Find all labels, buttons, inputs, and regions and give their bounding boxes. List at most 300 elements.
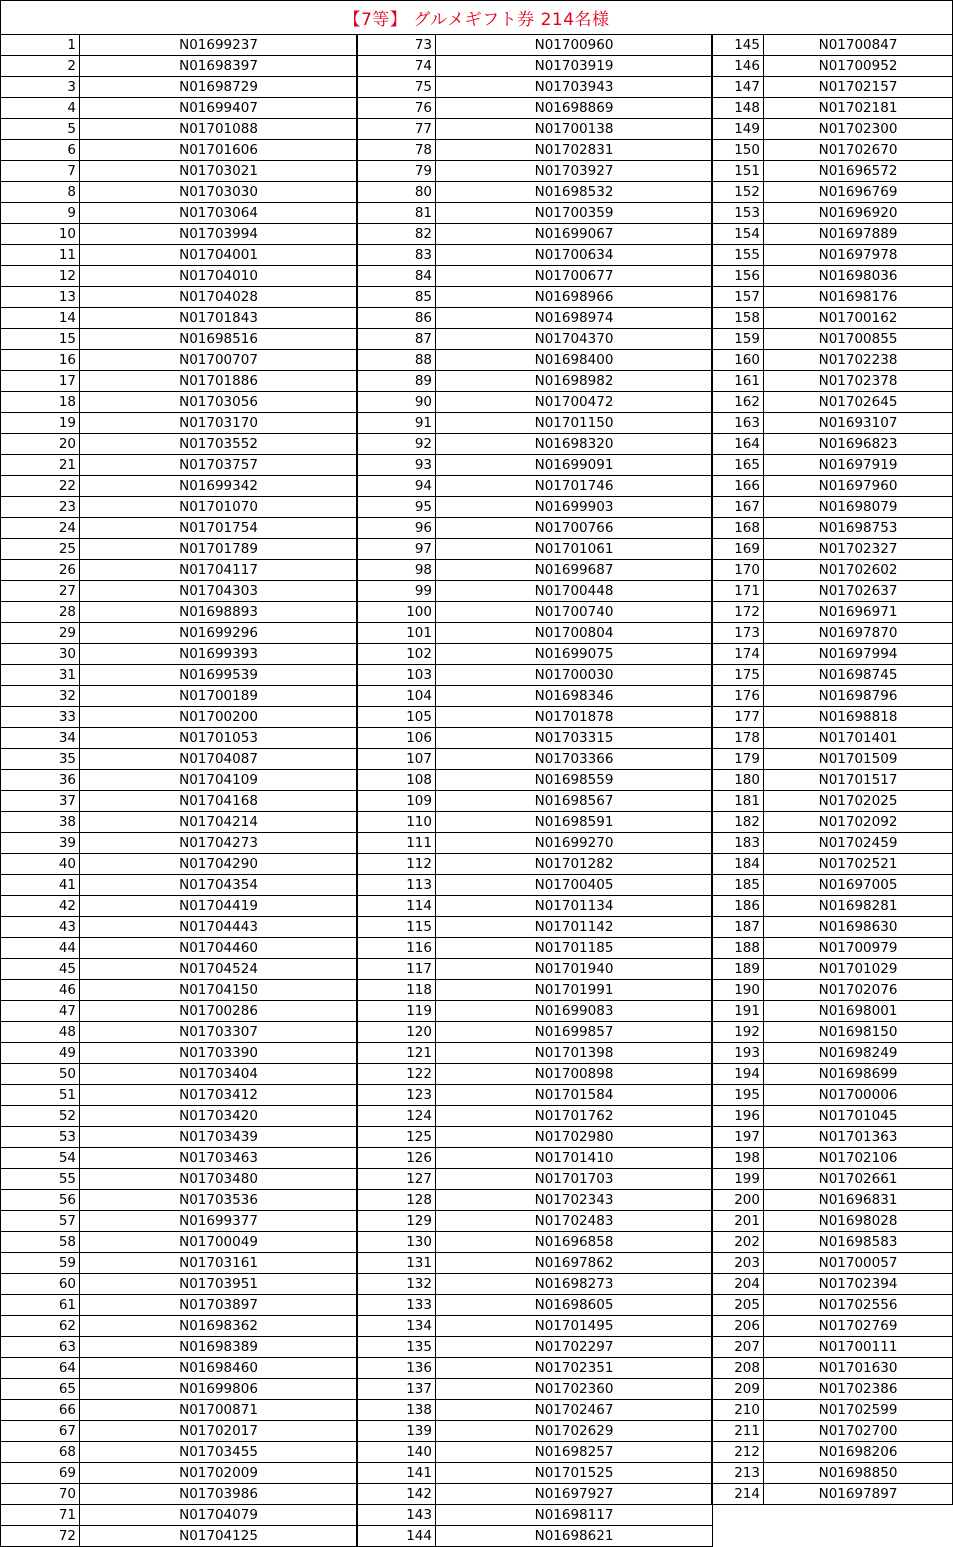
entry-number: 58 xyxy=(1,1232,80,1253)
winner-code: N01700960 xyxy=(436,35,713,56)
winner-code: N01699270 xyxy=(436,833,713,854)
entry-number: 27 xyxy=(1,581,80,602)
winner-code: N01701754 xyxy=(80,518,358,539)
winner-code: N01697897 xyxy=(764,1484,953,1505)
winner-code: N01702386 xyxy=(764,1379,953,1400)
entry-number: 83 xyxy=(357,245,436,266)
winner-code: N01701886 xyxy=(80,371,358,392)
winner-code: N01704117 xyxy=(80,560,358,581)
entry-number: 159 xyxy=(712,329,764,350)
entry-number: 29 xyxy=(1,623,80,644)
winner-code: N01699407 xyxy=(80,98,358,119)
table-row xyxy=(712,1421,953,1442)
entry-number: 79 xyxy=(357,161,436,182)
entry-number: 163 xyxy=(712,413,764,434)
table-row xyxy=(357,1316,713,1337)
winner-code: N01703404 xyxy=(80,1064,358,1085)
winner-code: N01701150 xyxy=(436,413,713,434)
entry-number: 178 xyxy=(712,728,764,749)
winner-code: N01703919 xyxy=(436,56,713,77)
entry-number: 30 xyxy=(1,644,80,665)
table-row xyxy=(712,644,953,665)
winner-code: N01699296 xyxy=(80,623,358,644)
winner-code: N01699857 xyxy=(436,1022,713,1043)
winner-code: N01701606 xyxy=(80,140,358,161)
winner-code: N01701878 xyxy=(436,707,713,728)
table-row xyxy=(712,56,953,77)
winner-code: N01697960 xyxy=(764,476,953,497)
table-row xyxy=(712,770,953,791)
winner-code: N01700855 xyxy=(764,329,953,350)
entry-number: 113 xyxy=(357,875,436,896)
winner-code: N01699539 xyxy=(80,665,358,686)
winner-code: N01700162 xyxy=(764,308,953,329)
table-row xyxy=(712,98,953,119)
table-row xyxy=(357,119,713,140)
table-row xyxy=(357,476,713,497)
entry-number: 198 xyxy=(712,1148,764,1169)
entry-number: 167 xyxy=(712,497,764,518)
table-row xyxy=(712,182,953,203)
winner-code: N01698532 xyxy=(436,182,713,203)
table-row xyxy=(357,1190,713,1211)
winner-code: N01703757 xyxy=(80,455,358,476)
entry-number: 156 xyxy=(712,266,764,287)
winner-code: N01700189 xyxy=(80,686,358,707)
entry-number: 195 xyxy=(712,1085,764,1106)
winner-code: N01699806 xyxy=(80,1379,358,1400)
table-row xyxy=(1,329,358,350)
table-row xyxy=(357,875,713,896)
entry-number: 109 xyxy=(357,791,436,812)
entry-number: 152 xyxy=(712,182,764,203)
table-row xyxy=(1,1274,358,1295)
winner-code: N01701843 xyxy=(80,308,358,329)
entry-number: 20 xyxy=(1,434,80,455)
winner-table-column-1 xyxy=(0,34,358,1547)
winner-code: N01700472 xyxy=(436,392,713,413)
table-row xyxy=(1,308,358,329)
entry-number: 53 xyxy=(1,1127,80,1148)
entry-number: 114 xyxy=(357,896,436,917)
winner-code: N01703307 xyxy=(80,1022,358,1043)
entry-number: 102 xyxy=(357,644,436,665)
entry-number: 15 xyxy=(1,329,80,350)
winner-code: N01701584 xyxy=(436,1085,713,1106)
table-row xyxy=(357,1253,713,1274)
entry-number: 181 xyxy=(712,791,764,812)
winner-code: N01700448 xyxy=(436,581,713,602)
entry-number: 105 xyxy=(357,707,436,728)
table-row xyxy=(1,350,358,371)
winner-code: N01704001 xyxy=(80,245,358,266)
table-row xyxy=(712,266,953,287)
winner-code: N01702181 xyxy=(764,98,953,119)
winner-code: N01702483 xyxy=(436,1211,713,1232)
entry-number: 21 xyxy=(1,455,80,476)
entry-number: 170 xyxy=(712,560,764,581)
table-row xyxy=(357,308,713,329)
entry-number: 161 xyxy=(712,371,764,392)
entry-number: 57 xyxy=(1,1211,80,1232)
entry-number: 36 xyxy=(1,770,80,791)
table-row xyxy=(712,854,953,875)
winner-code: N01700634 xyxy=(436,245,713,266)
entry-number: 39 xyxy=(1,833,80,854)
entry-number: 173 xyxy=(712,623,764,644)
table-row xyxy=(1,707,358,728)
entry-number: 130 xyxy=(357,1232,436,1253)
table-row xyxy=(1,1400,358,1421)
table-row xyxy=(1,665,358,686)
entry-number: 136 xyxy=(357,1358,436,1379)
entry-number: 40 xyxy=(1,854,80,875)
table-row xyxy=(357,581,713,602)
winner-code: N01698818 xyxy=(764,707,953,728)
entry-number: 51 xyxy=(1,1085,80,1106)
entry-number: 22 xyxy=(1,476,80,497)
table-row xyxy=(712,833,953,854)
entry-number: 119 xyxy=(357,1001,436,1022)
table-row xyxy=(712,1442,953,1463)
table-row xyxy=(1,770,358,791)
entry-number: 25 xyxy=(1,539,80,560)
entry-number: 93 xyxy=(357,455,436,476)
table-row xyxy=(357,1295,713,1316)
table-row xyxy=(712,581,953,602)
entry-number: 197 xyxy=(712,1127,764,1148)
entry-number: 10 xyxy=(1,224,80,245)
winner-code: N01703021 xyxy=(80,161,358,182)
winner-code: N01698362 xyxy=(80,1316,358,1337)
entry-number: 191 xyxy=(712,1001,764,1022)
table-row xyxy=(712,413,953,434)
entry-number: 44 xyxy=(1,938,80,959)
winner-code: N01698850 xyxy=(764,1463,953,1484)
table-row xyxy=(357,560,713,581)
winner-code: N01703536 xyxy=(80,1190,358,1211)
winner-code: N01698567 xyxy=(436,791,713,812)
table-row xyxy=(1,980,358,1001)
table-row xyxy=(712,1379,953,1400)
winner-code: N01703161 xyxy=(80,1253,358,1274)
winner-code: N01698974 xyxy=(436,308,713,329)
table-row xyxy=(357,959,713,980)
winner-code: N01702360 xyxy=(436,1379,713,1400)
entry-number: 148 xyxy=(712,98,764,119)
table-row xyxy=(357,1064,713,1085)
table-row xyxy=(712,455,953,476)
entry-number: 118 xyxy=(357,980,436,1001)
entry-number: 101 xyxy=(357,623,436,644)
entry-number: 162 xyxy=(712,392,764,413)
winner-code: N01702378 xyxy=(764,371,953,392)
entry-number: 37 xyxy=(1,791,80,812)
entry-number: 205 xyxy=(712,1295,764,1316)
table-row xyxy=(1,1232,358,1253)
winner-code: N01699903 xyxy=(436,497,713,518)
table-row xyxy=(712,539,953,560)
winner-code: N01698699 xyxy=(764,1064,953,1085)
winner-code: N01702602 xyxy=(764,560,953,581)
winner-code: N01698150 xyxy=(764,1022,953,1043)
entry-number: 190 xyxy=(712,980,764,1001)
entry-number: 192 xyxy=(712,1022,764,1043)
table-row xyxy=(712,938,953,959)
table-row xyxy=(1,1190,358,1211)
table-row xyxy=(712,434,953,455)
entry-number: 149 xyxy=(712,119,764,140)
winner-code: N01703420 xyxy=(80,1106,358,1127)
entry-number: 97 xyxy=(357,539,436,560)
winner-code: N01704028 xyxy=(80,287,358,308)
entry-number: 62 xyxy=(1,1316,80,1337)
winner-code: N01703986 xyxy=(80,1484,358,1505)
table-row xyxy=(357,1463,713,1484)
entry-number: 185 xyxy=(712,875,764,896)
winner-code: N01703170 xyxy=(80,413,358,434)
table-row xyxy=(1,497,358,518)
table-row xyxy=(357,77,713,98)
table-row xyxy=(357,203,713,224)
table-row xyxy=(712,1211,953,1232)
entry-number: 122 xyxy=(357,1064,436,1085)
winner-code: N01700405 xyxy=(436,875,713,896)
table-row xyxy=(712,1316,953,1337)
entry-number: 169 xyxy=(712,539,764,560)
winner-code: N01701630 xyxy=(764,1358,953,1379)
table-row xyxy=(357,1526,713,1547)
entry-number: 184 xyxy=(712,854,764,875)
table-row xyxy=(712,203,953,224)
entry-number: 143 xyxy=(357,1505,436,1526)
winner-code: N01701070 xyxy=(80,497,358,518)
winner-code: N01698559 xyxy=(436,770,713,791)
winner-code: N01700677 xyxy=(436,266,713,287)
entry-number: 151 xyxy=(712,161,764,182)
entry-number: 6 xyxy=(1,140,80,161)
entry-number: 153 xyxy=(712,203,764,224)
winner-code: N01702157 xyxy=(764,77,953,98)
table-row xyxy=(1,1337,358,1358)
entry-number: 50 xyxy=(1,1064,80,1085)
entry-number: 55 xyxy=(1,1169,80,1190)
entry-number: 133 xyxy=(357,1295,436,1316)
winner-code: N01704214 xyxy=(80,812,358,833)
entry-number: 13 xyxy=(1,287,80,308)
table-row xyxy=(1,413,358,434)
winner-code: N01704303 xyxy=(80,581,358,602)
table-row xyxy=(712,1337,953,1358)
winner-code: N01697862 xyxy=(436,1253,713,1274)
entry-number: 193 xyxy=(712,1043,764,1064)
entry-number: 78 xyxy=(357,140,436,161)
entry-number: 112 xyxy=(357,854,436,875)
winner-code: N01699091 xyxy=(436,455,713,476)
entry-number: 106 xyxy=(357,728,436,749)
entry-number: 14 xyxy=(1,308,80,329)
winner-code: N01697889 xyxy=(764,224,953,245)
table-row xyxy=(357,497,713,518)
table-row xyxy=(357,182,713,203)
table-row xyxy=(1,938,358,959)
winner-code: N01698346 xyxy=(436,686,713,707)
table-row xyxy=(1,1358,358,1379)
winner-code: N01702343 xyxy=(436,1190,713,1211)
table-row xyxy=(1,728,358,749)
entry-number: 33 xyxy=(1,707,80,728)
winner-code: N01700359 xyxy=(436,203,713,224)
winner-code: N01697919 xyxy=(764,455,953,476)
entry-number: 85 xyxy=(357,287,436,308)
table-row xyxy=(712,119,953,140)
winner-code: N01698583 xyxy=(764,1232,953,1253)
table-row xyxy=(712,1463,953,1484)
table-row xyxy=(357,1211,713,1232)
table-row xyxy=(357,833,713,854)
winner-table-column-3 xyxy=(711,34,953,1505)
winner-code: N01698630 xyxy=(764,917,953,938)
entry-number: 121 xyxy=(357,1043,436,1064)
winner-code: N01704087 xyxy=(80,749,358,770)
table-row xyxy=(357,35,713,56)
table-row xyxy=(712,1400,953,1421)
entry-number: 138 xyxy=(357,1400,436,1421)
table-row xyxy=(357,1274,713,1295)
entry-number: 142 xyxy=(357,1484,436,1505)
winner-code: N01700766 xyxy=(436,518,713,539)
entry-number: 182 xyxy=(712,812,764,833)
winner-code: N01700138 xyxy=(436,119,713,140)
winner-code: N01698117 xyxy=(436,1505,713,1526)
winner-code: N01702025 xyxy=(764,791,953,812)
entry-number: 110 xyxy=(357,812,436,833)
table-row xyxy=(357,350,713,371)
table-row xyxy=(712,245,953,266)
entry-number: 158 xyxy=(712,308,764,329)
entry-number: 171 xyxy=(712,581,764,602)
winner-code: N01696831 xyxy=(764,1190,953,1211)
winner-code: N01701762 xyxy=(436,1106,713,1127)
winner-code: N01696971 xyxy=(764,602,953,623)
table-row xyxy=(357,812,713,833)
winner-code: N01698400 xyxy=(436,350,713,371)
table-row xyxy=(1,1253,358,1274)
winner-code: N01697978 xyxy=(764,245,953,266)
entry-number: 72 xyxy=(1,1526,80,1547)
table-row xyxy=(1,749,358,770)
table-row xyxy=(1,182,358,203)
entry-number: 176 xyxy=(712,686,764,707)
table-row xyxy=(1,623,358,644)
entry-number: 155 xyxy=(712,245,764,266)
winner-code: N01700898 xyxy=(436,1064,713,1085)
winner-code: N01698893 xyxy=(80,602,358,623)
table-row xyxy=(357,1022,713,1043)
winner-code: N01698753 xyxy=(764,518,953,539)
entry-number: 144 xyxy=(357,1526,436,1547)
table-row xyxy=(1,1127,358,1148)
winner-code: N01701282 xyxy=(436,854,713,875)
entry-number: 34 xyxy=(1,728,80,749)
entry-number: 201 xyxy=(712,1211,764,1232)
table-row xyxy=(1,1148,358,1169)
entry-number: 160 xyxy=(712,350,764,371)
table-row xyxy=(1,1106,358,1127)
winner-code: N01702521 xyxy=(764,854,953,875)
table-row xyxy=(1,98,358,119)
winner-code: N01704354 xyxy=(80,875,358,896)
table-row xyxy=(712,1358,953,1379)
entry-number: 91 xyxy=(357,413,436,434)
winner-code: N01698745 xyxy=(764,665,953,686)
winner-code: N01698176 xyxy=(764,287,953,308)
table-row xyxy=(357,728,713,749)
entry-number: 46 xyxy=(1,980,80,1001)
winner-code: N01703943 xyxy=(436,77,713,98)
table-row xyxy=(712,161,953,182)
table-row xyxy=(357,539,713,560)
entry-number: 56 xyxy=(1,1190,80,1211)
entry-number: 194 xyxy=(712,1064,764,1085)
entry-number: 94 xyxy=(357,476,436,497)
winner-code: N01702629 xyxy=(436,1421,713,1442)
winner-code: N01696823 xyxy=(764,434,953,455)
entry-number: 183 xyxy=(712,833,764,854)
table-row xyxy=(357,455,713,476)
table-row xyxy=(357,1169,713,1190)
winner-code: N01700006 xyxy=(764,1085,953,1106)
entry-number: 70 xyxy=(1,1484,80,1505)
winner-code: N01699067 xyxy=(436,224,713,245)
winner-code: N01702092 xyxy=(764,812,953,833)
winner-code: N01704460 xyxy=(80,938,358,959)
table-row xyxy=(1,371,358,392)
table-row xyxy=(1,1169,358,1190)
entry-number: 137 xyxy=(357,1379,436,1400)
entry-number: 8 xyxy=(1,182,80,203)
winner-code: N01700049 xyxy=(80,1232,358,1253)
winner-code: N01701185 xyxy=(436,938,713,959)
winner-code: N01701789 xyxy=(80,539,358,560)
entry-number: 199 xyxy=(712,1169,764,1190)
table-row xyxy=(357,224,713,245)
table-row xyxy=(712,749,953,770)
table-row xyxy=(1,791,358,812)
entry-number: 45 xyxy=(1,959,80,980)
table-row xyxy=(712,1295,953,1316)
table-row xyxy=(1,224,358,245)
entry-number: 125 xyxy=(357,1127,436,1148)
entry-number: 107 xyxy=(357,749,436,770)
table-row xyxy=(357,707,713,728)
winner-code: N01701134 xyxy=(436,896,713,917)
winner-code: N01696572 xyxy=(764,161,953,182)
entry-number: 202 xyxy=(712,1232,764,1253)
table-row xyxy=(357,1148,713,1169)
table-row xyxy=(357,245,713,266)
table-row xyxy=(357,749,713,770)
winner-code: N01700740 xyxy=(436,602,713,623)
winner-code: N01702670 xyxy=(764,140,953,161)
winner-table-column-2 xyxy=(356,34,713,1547)
winner-code: N01698869 xyxy=(436,98,713,119)
table-row xyxy=(357,938,713,959)
entry-number: 71 xyxy=(1,1505,80,1526)
entry-number: 212 xyxy=(712,1442,764,1463)
table-row xyxy=(1,686,358,707)
entry-number: 92 xyxy=(357,434,436,455)
